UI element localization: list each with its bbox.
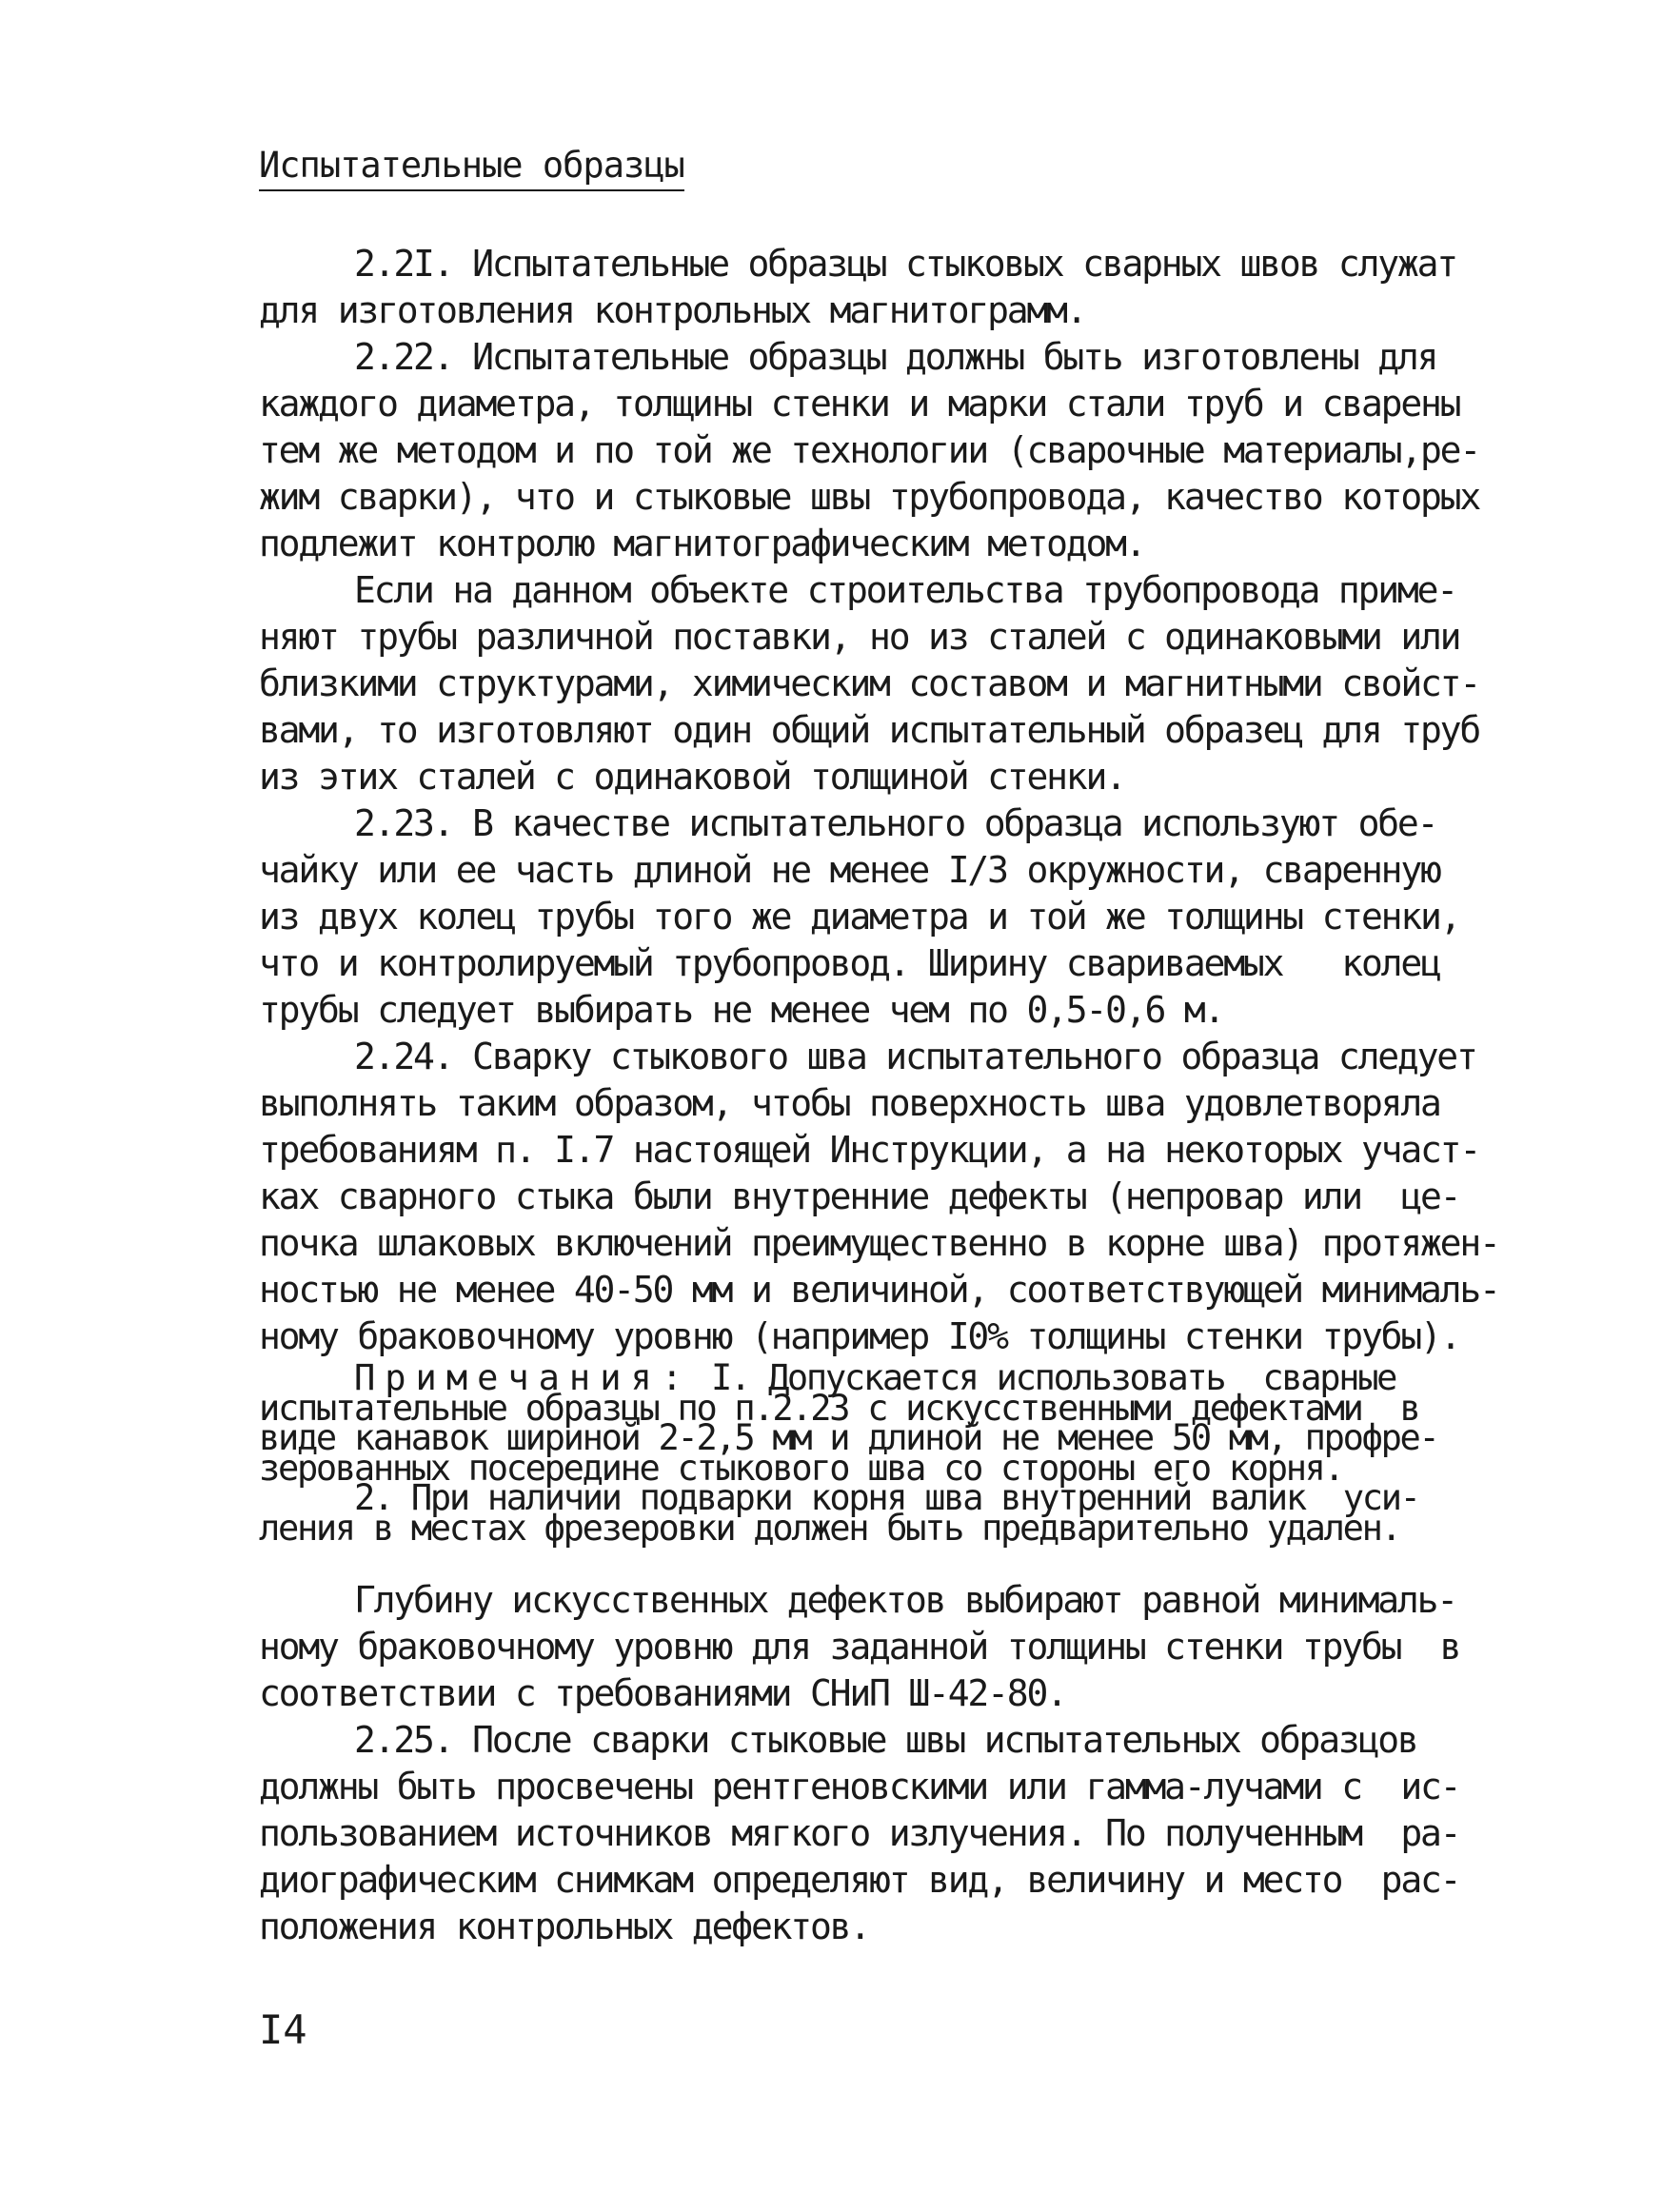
text-line: 2. При наличии подварки корня шва внутренний валик уси- <box>354 1477 1419 1518</box>
text-line: должны быть просвечены рентгеновскими или гамма-лучами с ис- <box>259 1766 1460 1807</box>
text-line: подлежит контролю магнитографическим методом. <box>259 523 1145 564</box>
text-line: для изготовления контрольных магнитограмм. <box>259 289 1086 331</box>
paragraph-2-21 <box>259 241 1458 334</box>
text-line: ному браковочному уровню для заданной толщины стенки трубы в <box>259 1626 1460 1668</box>
text-line: испытательные образцы по п.2.23 с искусственными дефектами в <box>259 1387 1419 1429</box>
text-line: ления в местах фрезеровки должен быть предварительно удален. <box>259 1507 1400 1549</box>
text-line: трубы следует выбирать не менее чем по 0,5-0,6 м. <box>259 989 1224 1031</box>
text-line: из двух колец трубы того же диаметра и той же толщины стенки, <box>259 896 1460 938</box>
text-line: пользованием источников мягкого излучения. По полученным ра- <box>259 1812 1460 1854</box>
text-line: ному браковочному уровню (например I0% толщины стенки трубы). <box>259 1315 1460 1357</box>
paragraph-2-22 <box>259 334 1480 567</box>
text-line: чайку или ее часть длиной не менее I/3 окружности, сваренную <box>259 849 1440 891</box>
note-block <box>259 1357 1458 1549</box>
text-line: зерованных посередине стыкового шва со стороны его корня. <box>259 1447 1343 1489</box>
text-line: 2.24. Сварку стыкового шва испытательного образца следует <box>354 1036 1476 1077</box>
text-line: вами, то изготовляют один общий испытательный образец для труб <box>259 709 1480 751</box>
paragraph-glubina <box>259 1577 1458 1717</box>
text-line: Если на данном объекте строительства трубопровода приме- <box>354 569 1456 611</box>
text-line: близкими структурами, химическим составом и магнитными свойст- <box>259 662 1480 704</box>
note-1-first: I. Допускается использовать сварные <box>711 1357 1396 1398</box>
text-line: соответствии с требованиями СНиП Ш-42-80. <box>259 1672 1066 1714</box>
text-line: почка шлаковых включений преимущественно в корне шва) протяжен- <box>259 1222 1499 1264</box>
text-line: 2.2I. Испытательные образцы стыковых сварных швов служат <box>354 243 1456 285</box>
text-line: выполнять таким образом, чтобы поверхность шва удовлетворяла <box>259 1082 1440 1124</box>
text-line: тем же методом и по той же технологии (сварочные материалы,ре- <box>259 429 1480 471</box>
text-line: требованиям п. I.7 настоящей Инструкции, а на некоторых участ- <box>259 1129 1480 1171</box>
text-line: 2.25. После сварки стыковые швы испытательных образцов <box>354 1719 1417 1761</box>
text-line: положения контрольных дефектов. <box>259 1906 870 1947</box>
section-heading: Испытательные образцы <box>259 145 684 191</box>
text-line: из этих сталей с одинаковой толщиной стенки. <box>259 756 1125 798</box>
text-line: жим сварки), что и стыковые швы трубопровода, качество которых <box>259 476 1480 518</box>
text-line: няют трубы различной поставки, но из сталей с одинаковыми или <box>259 616 1460 658</box>
text-line: 2.22. Испытательные образцы должны быть изготовлены для <box>354 336 1437 378</box>
page-number: I4 <box>259 2006 307 2053</box>
text-line: каждого диаметра, толщины стенки и марки стали труб и сварены <box>259 383 1460 425</box>
paragraph-2-25 <box>259 1717 1458 1950</box>
text-line: что и контролируемый трубопровод. Ширину свариваемых колец <box>259 942 1440 984</box>
text-line: ностью не менее 40-50 мм и величиной, соответствующей минималь- <box>259 1269 1499 1311</box>
text-line: виде канавок шириной 2-2,5 мм и длиной не менее 50 мм, профре- <box>259 1417 1438 1458</box>
paragraph-2-23 <box>259 800 1458 1034</box>
text-line: Глубину искусственных дефектов выбирают равной минималь- <box>354 1579 1456 1621</box>
note-label: Примечания: <box>354 1357 693 1398</box>
paragraph-2-24 <box>259 1034 1499 1360</box>
text-line: 2.23. В качестве испытательного образца используют обе- <box>354 802 1437 844</box>
paragraph-esli <box>259 567 1480 800</box>
text-line: ках сварного стыка были внутренние дефекты (непровар или це- <box>259 1175 1460 1217</box>
text-line: диографическим снимкам определяют вид, величину и место рас- <box>259 1859 1460 1901</box>
